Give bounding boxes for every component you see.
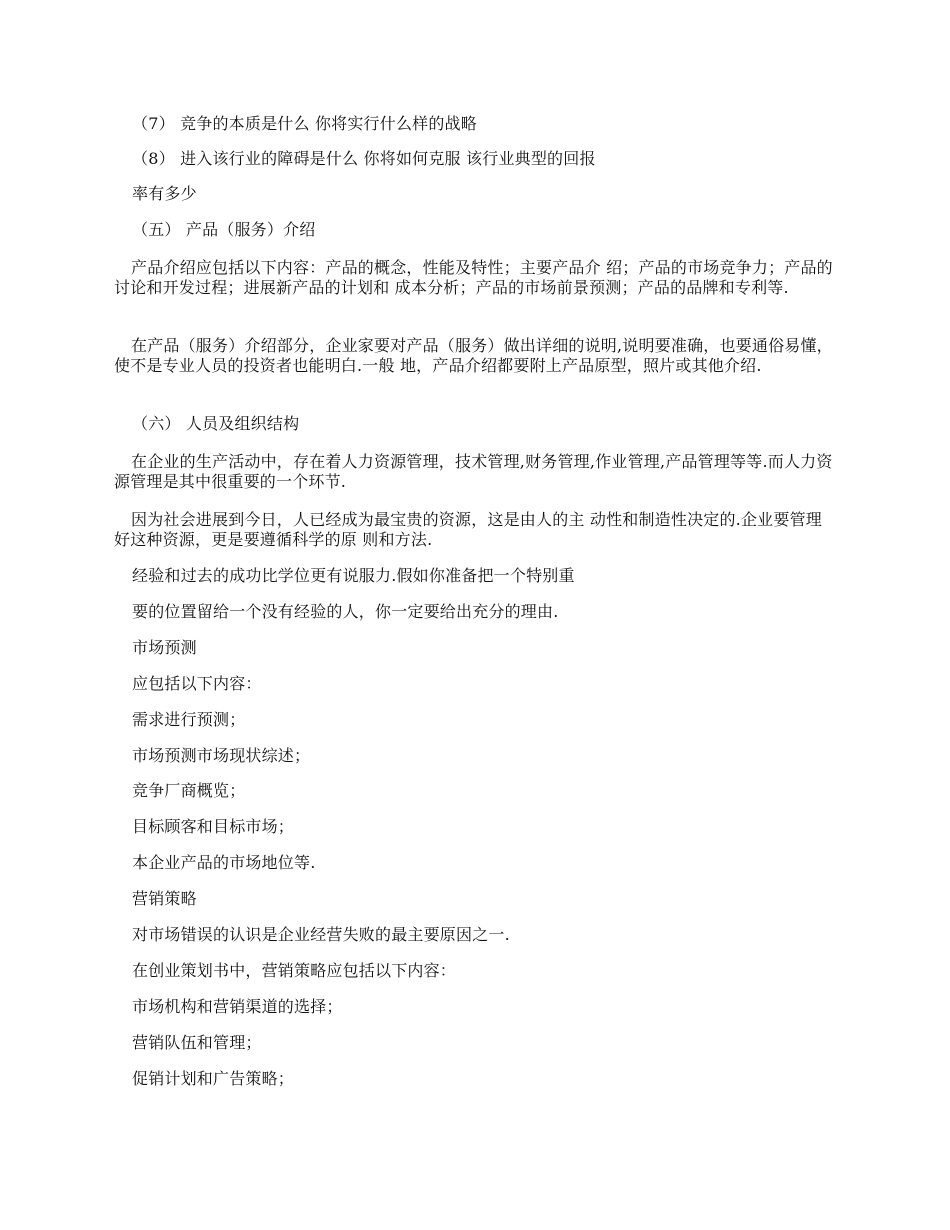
list-item-7: （7） 竞争的本质是什么 你将实行什么样的战略 bbox=[132, 114, 477, 133]
paragraph-product-description: 在产品（服务）介绍部分，企业家要对产品（服务）做出详细的说明,说明要准确，也要通俗易懂，使不是专业人员的投资者也能明白.一般 地，产品介绍都要附上产品原型，照片或其他介绍. bbox=[114, 336, 833, 375]
list-item-competitors: 竞争厂商概览； bbox=[132, 781, 246, 800]
list-item-demand-forecast: 需求进行预测； bbox=[132, 710, 246, 729]
section-heading-product: （五） 产品（服务）介绍 bbox=[132, 220, 316, 239]
text-line-market-errors: 对市场错误的认识是企业经营失败的最主要原因之一. bbox=[132, 925, 510, 944]
list-item-sales-team: 营销队伍和管理； bbox=[132, 1033, 262, 1052]
text-line-strategy-includes: 在创业策划书中，营销策略应包括以下内容： bbox=[132, 961, 457, 980]
list-item-8: （8） 进入该行业的障碍是什么 你将如何克服 该行业典型的回报 bbox=[132, 149, 596, 168]
list-item-channels: 市场机构和营销渠道的选择； bbox=[132, 997, 343, 1016]
list-item-promotion: 促销计划和广告策略； bbox=[132, 1069, 295, 1088]
list-item-8-continuation: 率有多少 bbox=[132, 184, 197, 203]
list-item-market-position: 本企业产品的市场地位等. bbox=[132, 853, 316, 872]
paragraph-human-resources: 因为社会进展到今日，人已经成为最宝贵的资源，这是由人的主 动性和制造性决定的.企业要管理好这种资源，更是要遵循科学的原 则和方法. bbox=[114, 510, 822, 549]
heading-marketing-strategy: 营销策略 bbox=[132, 889, 197, 908]
text-line-experience: 经验和过去的成功比学位更有说服力.假如你准备把一个特别重 bbox=[132, 566, 575, 585]
text-line-includes: 应包括以下内容： bbox=[132, 674, 262, 693]
text-line-position: 要的位置留给一个没有经验的人，你一定要给出充分的理由. bbox=[132, 602, 559, 621]
paragraph-management: 在企业的生产活动中，存在着人力资源管理，技术管理,财务管理,作业管理,产品管理等等.而人力资源管理是其中很重要的一个环节. bbox=[114, 452, 833, 491]
heading-market-forecast: 市场预测 bbox=[132, 638, 197, 657]
list-item-target-market: 目标顾客和目标市场； bbox=[132, 817, 295, 836]
paragraph-product-contents: 产品介绍应包括以下内容：产品的概念，性能及特性；主要产品介 绍；产品的市场竞争力；产品的讨论和开发过程；进展新产品的计划和 成本分析；产品的市场前景预测；产品的品牌和专利等. bbox=[114, 258, 833, 297]
section-heading-personnel: （六） 人员及组织结构 bbox=[132, 414, 300, 433]
list-item-market-status: 市场预测市场现状综述； bbox=[132, 746, 311, 765]
